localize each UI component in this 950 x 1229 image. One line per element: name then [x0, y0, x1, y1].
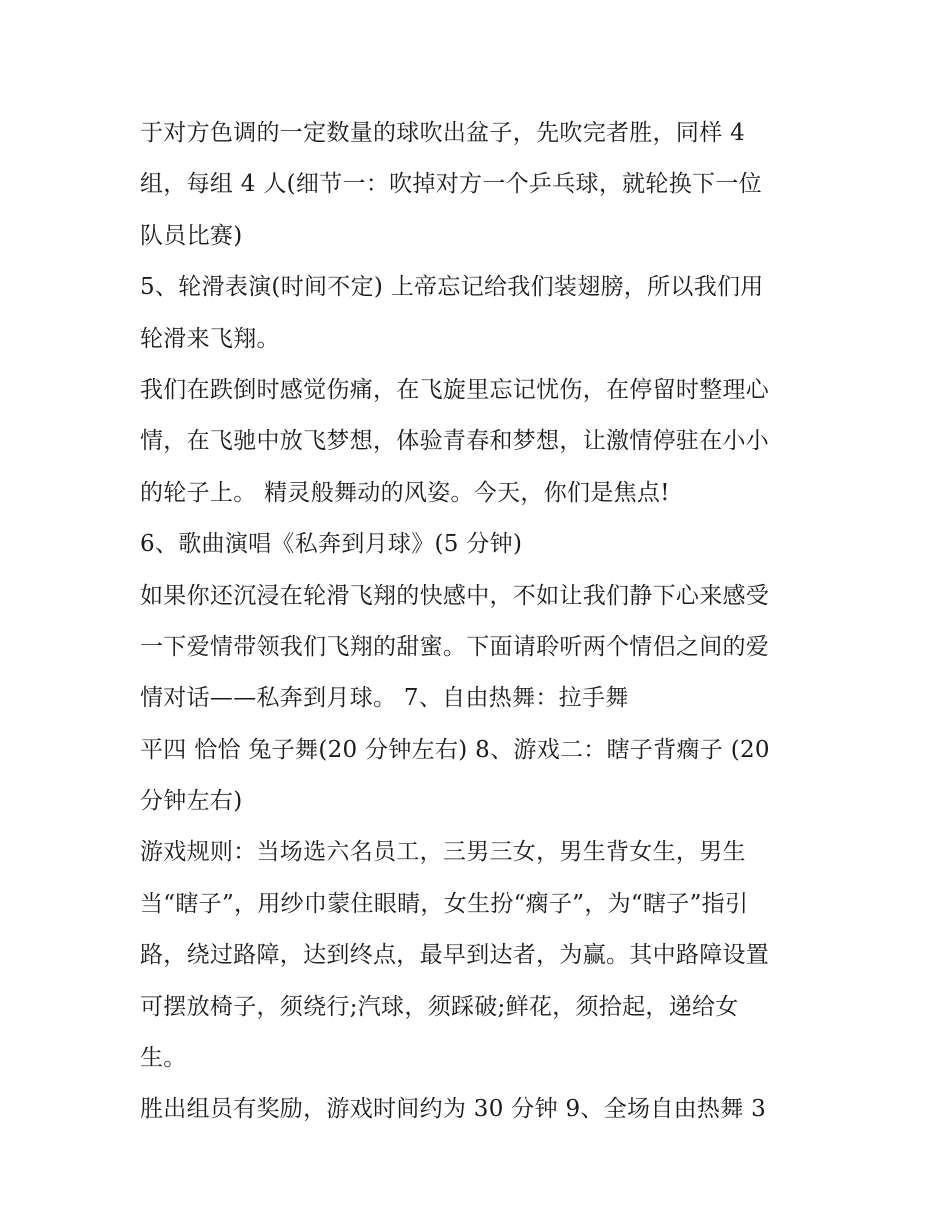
text-line: 分钟左右) — [140, 788, 243, 815]
text-line: 生。 — [140, 1045, 187, 1072]
text-line: 情对话——私奔到月球。 7、自由热舞：拉手舞 — [140, 685, 629, 712]
text-line: 的轮子上。 精灵般舞动的风姿。今天，你们是焦点! — [140, 479, 670, 506]
text-line: 6、歌曲演唱《私奔到月球》(5 分钟) — [140, 531, 523, 558]
text-line: 路，绕过路障，达到终点，最早到达者，为赢。其中路障设置 — [140, 942, 770, 969]
text-line: 一下爱情带领我们飞翔的甜蜜。下面请聆听两个情侣之间的爱 — [140, 633, 770, 660]
text-line: 组，每组 4 人(细节一：吹掉对方一个乒乓球，就轮换下一位 — [140, 171, 762, 198]
text-line: 如果你还沉浸在轮滑飞翔的快感中，不如让我们静下心来感受 — [140, 582, 770, 609]
text-line: 游戏规则：当场选六名员工，三男三女，男生背女生，男生 — [140, 839, 746, 866]
document-body — [140, 108, 820, 1136]
text-line: 队员比赛) — [140, 222, 243, 249]
text-line: 平四 恰恰 兔子舞(20 分钟左右) 8、游戏二：瞎子背瘸子 (20 — [140, 736, 770, 763]
text-line: 于对方色调的一定数量的球吹出盆子，先吹完者胜，同样 4 — [140, 120, 746, 146]
text-line: 5、轮滑表演(时间不定) 上帝忘记给我们装翅膀，所以我们用 — [140, 274, 764, 301]
text-line: 我们在跌倒时感觉伤痛，在飞旋里忘记忧伤，在停留时整理心 — [140, 376, 770, 403]
text-line: 当“瞎子”，用纱巾蒙住眼睛，女生扮“瘸子”，为“瞎子”指引 — [140, 890, 749, 917]
text-line: 轮滑来飞翔。 — [140, 325, 280, 352]
text-line: 情，在飞驰中放飞梦想，体验青春和梦想，让激情停驻在小小 — [140, 428, 770, 455]
text-line: 可摆放椅子，须绕行;汽球，须踩破;鲜花，须拾起，递给女 — [140, 993, 739, 1020]
text-line: 胜出组员有奖励，游戏时间约为 30 分钟 9、全场自由热舞 3 — [140, 1096, 767, 1123]
